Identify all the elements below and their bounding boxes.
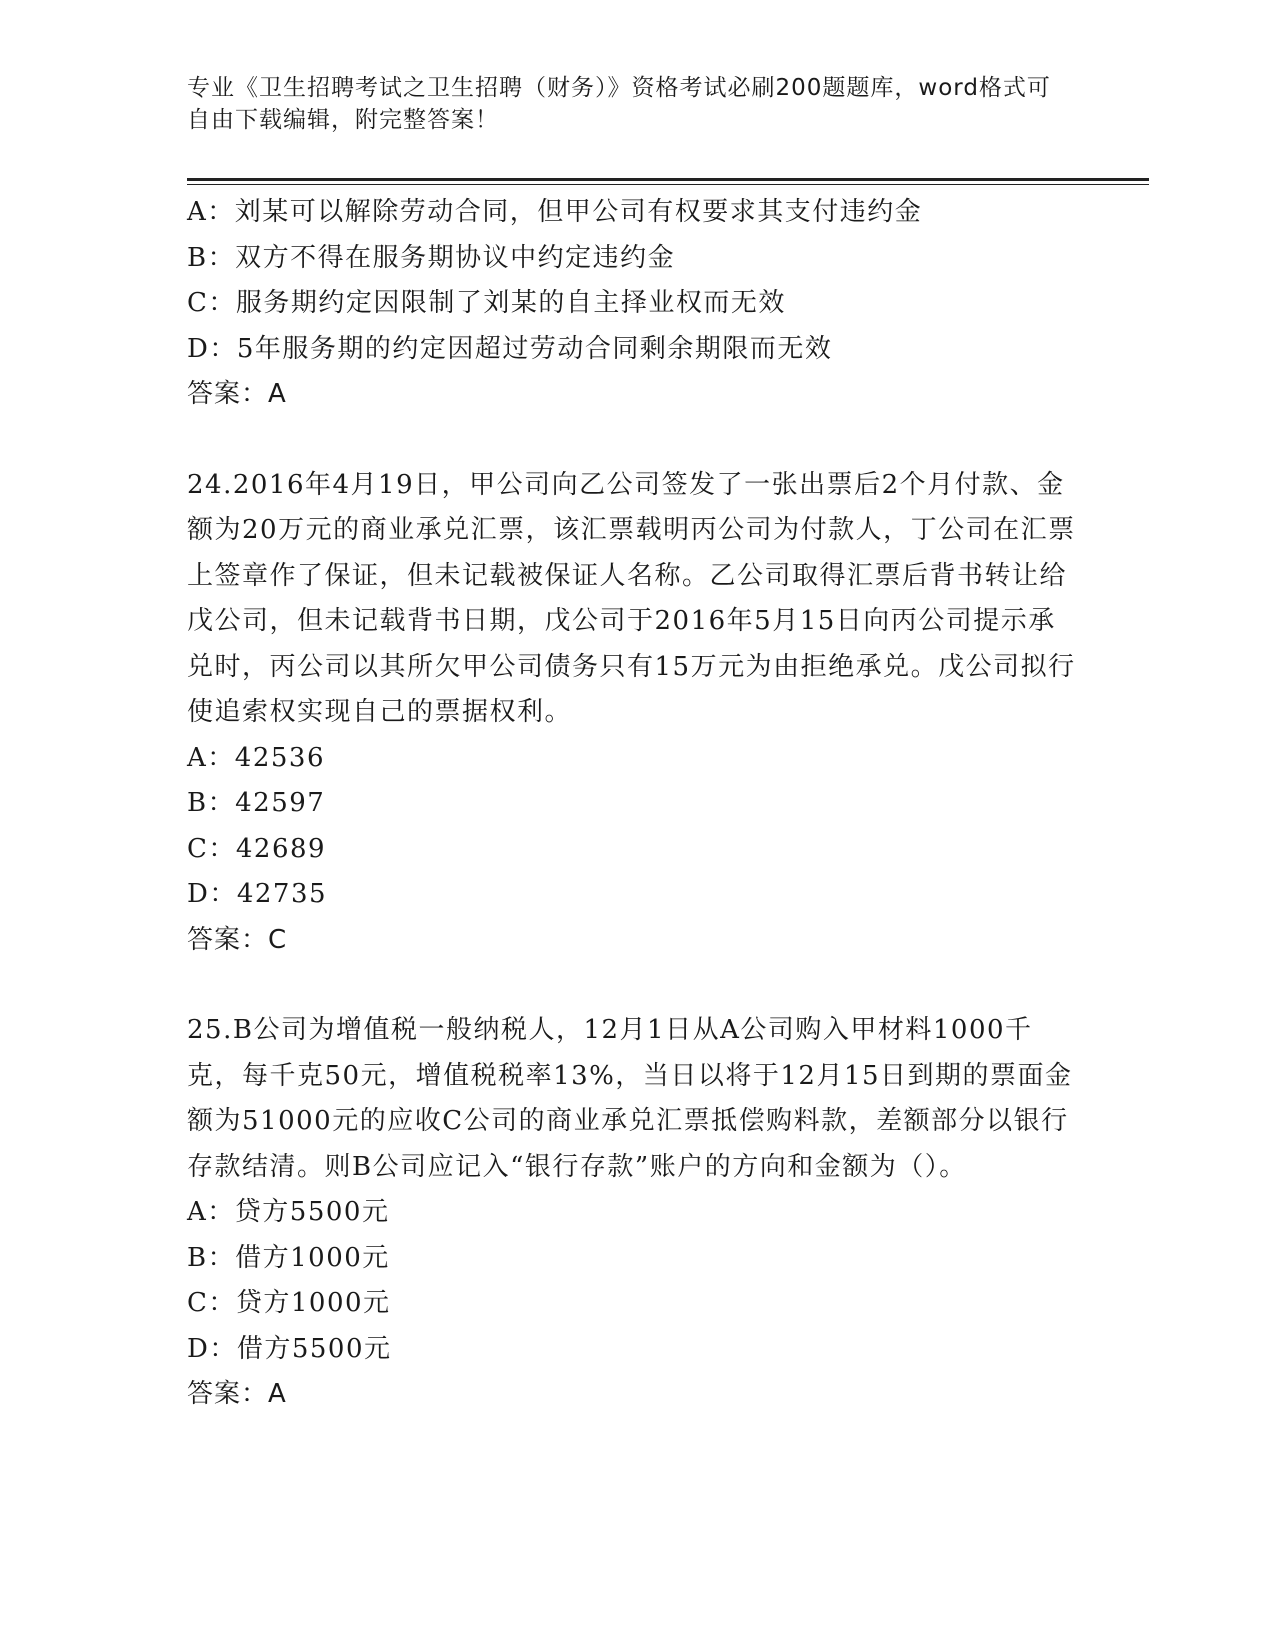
- option-d: D：5年服务期的约定因超过劳动合同剩余期限而无效: [187, 333, 833, 364]
- option-b: B：借方1000元: [187, 1242, 390, 1273]
- question-block-24: [187, 463, 1077, 964]
- option-b: B：双方不得在服务期协议中约定违约金: [187, 242, 676, 273]
- option-c: C：服务期约定因限制了刘某的自主择业权而无效: [187, 288, 786, 318]
- question-block-25: [187, 1008, 1077, 1418]
- answer-line: 答案：C: [187, 924, 288, 955]
- answer-line: 答案：A: [187, 379, 287, 409]
- option-d: D：42735: [187, 879, 328, 909]
- option-a: A：42536: [187, 742, 325, 773]
- option-c: C：贷方1000元: [187, 1288, 391, 1318]
- option-d: D：借方5500元: [187, 1333, 392, 1364]
- question-block-23: [187, 190, 1077, 418]
- document-content: [187, 190, 1077, 1418]
- header-rule-thin: [187, 184, 1149, 185]
- option-b: B：42597: [187, 788, 326, 818]
- answer-line: 答案：A: [187, 1379, 287, 1409]
- question-text: 25.B公司为增值税一般纳税人，12月1日从A公司购入甲材料1000千克，每千克50元，增值税税率13%，当日以将于12月15日到期的票面金额为51000元的应收C公司的商业承兑汇票抵偿购料款，差额部分以银行存款结清。则B公司应记入“银行存款”账户的方向和金额为（）。: [187, 1015, 1073, 1182]
- option-c: C：42689: [187, 833, 327, 864]
- document-header: 专业《卫生招聘考试之卫生招聘（财务）》资格考试必刷200题题库，word格式可自由下载编辑，附完整答案！: [187, 75, 1051, 133]
- option-a: A：贷方5500元: [187, 1197, 390, 1227]
- question-text: 24.2016年4月19日，甲公司向乙公司签发了一张出票后2个月付款、金额为20万元的商业承兑汇票，该汇票载明丙公司为付款人，丁公司在汇票上签章作了保证，但未记载被保证人名称。乙公司取得汇票后背书转让给戊公司，但未记载背书日期，戊公司于2016年5月15日向丙公司提示承兑时，丙公司以其所欠甲公司债务只有15万元为由拒绝承兑。戊公司拟行使追索权实现自己的票据权利。: [187, 469, 1076, 727]
- header-rule-thick: [187, 178, 1149, 181]
- option-a: A：刘某可以解除劳动合同，但甲公司有权要求其支付违约金: [187, 197, 923, 227]
